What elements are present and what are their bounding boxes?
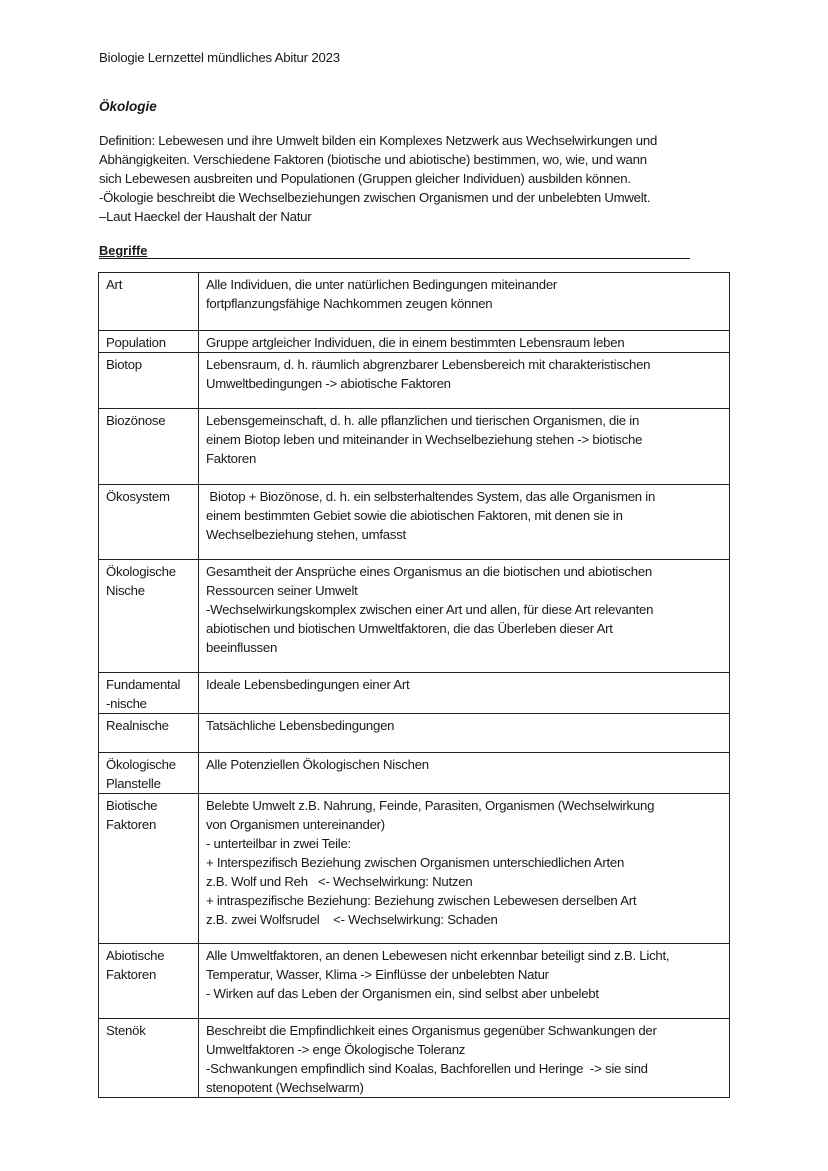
term-row <box>99 794 730 944</box>
definition-line: sich Lebewesen ausbreiten und Populationen (Gruppen gleicher Individuen) ausbilden können. <box>99 171 631 186</box>
term-definition-line: - Wirken auf das Leben der Organismen ein, sind selbst aber unbelebt <box>206 986 599 1001</box>
term-definition-line: stenopotent (Wechselwarm) <box>206 1080 364 1095</box>
term-name-cell <box>99 560 199 673</box>
definition-line: Definition: Lebewesen und ihre Umwelt bilden ein Komplexes Netzwerk aus Wechselwirkungen und <box>99 133 658 148</box>
term-name: Ökologische <box>106 757 176 772</box>
term-name: Ökologische <box>106 564 176 579</box>
term-definition-line: Ressourcen seiner Umwelt <box>206 583 358 598</box>
term-definition-line: + Interspezifisch Beziehung zwischen Organismen unterschiedlichen Arten <box>206 855 625 870</box>
term-definition-line: Umweltfaktoren -> enge Ökologische Toleranz <box>206 1042 466 1057</box>
term-definition-cell <box>199 409 730 485</box>
term-name: Faktoren <box>106 817 157 832</box>
term-definition-cell <box>199 353 730 409</box>
term-definition-line: Alle Umweltfaktoren, an denen Lebewesen nicht erkennbar beteiligt sind z.B. Licht, <box>206 948 670 963</box>
term-name: Population <box>106 335 166 350</box>
term-name: Biotische <box>106 798 158 813</box>
term-definition-cell <box>199 753 730 794</box>
term-name: Abiotische <box>106 948 165 963</box>
term-name: Ökosystem <box>106 489 170 504</box>
term-definition-line: Faktoren <box>206 451 257 466</box>
term-name-cell <box>99 714 199 753</box>
term-definition-line: fortpflanzungsfähige Nachkommen zeugen können <box>206 296 493 311</box>
term-name: Faktoren <box>106 967 157 982</box>
term-name: Biotop <box>106 357 142 372</box>
term-name-cell <box>99 485 199 560</box>
term-definition-line: -Wechselwirkungskomplex zwischen einer Art und allen, für diese Art relevanten <box>206 602 654 617</box>
term-definition-line: abiotischen und biotischen Umweltfaktoren, die das Überleben dieser Art <box>206 621 613 636</box>
term-row <box>99 1019 730 1098</box>
definition-line: –Laut Haeckel der Haushalt der Natur <box>99 209 312 224</box>
term-row <box>99 409 730 485</box>
term-definition-line: Gruppe artgleicher Individuen, die in einem bestimmten Lebensraum leben <box>206 335 625 350</box>
term-name-cell <box>99 331 199 353</box>
term-definition-cell <box>199 273 730 331</box>
term-definition-line: Belebte Umwelt z.B. Nahrung, Feinde, Parasiten, Organismen (Wechselwirkung <box>206 798 655 813</box>
term-definition-line: Temperatur, Wasser, Klima -> Einflüsse der unbelebten Natur <box>206 967 549 982</box>
term-name: -nische <box>106 696 147 711</box>
term-definition-cell <box>199 485 730 560</box>
document-header: Biologie Lernzettel mündliches Abitur 2023 <box>99 50 340 65</box>
term-definition-cell <box>199 331 730 353</box>
term-row <box>99 714 730 753</box>
term-row <box>99 560 730 673</box>
term-name-cell <box>99 353 199 409</box>
section-title: Ökologie <box>99 99 157 114</box>
term-definition-line: einem bestimmten Gebiet sowie die abiotischen Faktoren, mit denen sie in <box>206 508 623 523</box>
term-definition-line: Tatsächliche Lebensbedingungen <box>206 718 395 733</box>
definition-line: Abhängigkeiten. Verschiedene Faktoren (biotische und abiotische) bestimmen, wo, wie, und wann <box>99 152 647 167</box>
term-name: Biozönose <box>106 413 166 428</box>
term-row <box>99 331 730 353</box>
term-row <box>99 273 730 331</box>
term-definition-line: -Schwankungen empfindlich sind Koalas, Bachforellen und Heringe -> sie sind <box>206 1061 648 1076</box>
term-definition-cell <box>199 560 730 673</box>
term-definition-line: einem Biotop leben und miteinander in Wechselbeziehung stehen -> biotische <box>206 432 643 447</box>
term-definition-line: Alle Potenziellen Ökologischen Nischen <box>206 757 429 772</box>
term-definition-cell <box>199 794 730 944</box>
definition-paragraph <box>99 131 739 226</box>
term-definition-cell <box>199 1019 730 1098</box>
term-name-cell <box>99 1019 199 1098</box>
terms-heading <box>99 243 690 259</box>
term-name-cell <box>99 753 199 794</box>
term-definition-line: Biotop + Biozönose, d. h. ein selbsterhaltendes System, das alle Organismen in <box>206 489 656 504</box>
term-name-cell <box>99 794 199 944</box>
term-row <box>99 353 730 409</box>
term-definition-line: Alle Individuen, die unter natürlichen Bedingungen miteinander <box>206 277 558 292</box>
term-definition-cell <box>199 714 730 753</box>
term-name-cell <box>99 409 199 485</box>
term-name-cell <box>99 673 199 714</box>
term-definition-line: von Organismen untereinander) <box>206 817 385 832</box>
term-definition-line: z.B. Wolf und Reh <- Wechselwirkung: Nutzen <box>206 874 473 889</box>
term-definition-line: Beschreibt die Empfindlichkeit eines Organismus gegenüber Schwankungen der <box>206 1023 657 1038</box>
term-row <box>99 753 730 794</box>
term-definition-line: Gesamtheit der Ansprüche eines Organismus an die biotischen und abiotischen <box>206 564 653 579</box>
terms-heading-label: Begriffe <box>99 243 148 258</box>
term-definition-line: Ideale Lebensbedingungen einer Art <box>206 677 410 692</box>
definition-line: -Ökologie beschreibt die Wechselbeziehungen zwischen Organismen und der unbelebten Umwelt. <box>99 190 651 205</box>
term-definition-line: + intraspezifische Beziehung: Beziehung zwischen Lebewesen derselben Art <box>206 893 637 908</box>
term-definition-line: beeinflussen <box>206 640 278 655</box>
term-name-cell <box>99 944 199 1019</box>
term-name: Art <box>106 277 123 292</box>
term-definition-line: Umweltbedingungen -> abiotische Faktoren <box>206 376 451 391</box>
term-definition-cell <box>199 673 730 714</box>
term-name-cell <box>99 273 199 331</box>
term-name: Stenök <box>106 1023 146 1038</box>
term-definition-cell <box>199 944 730 1019</box>
term-row <box>99 944 730 1019</box>
terms-table <box>98 272 730 1098</box>
term-definition-line: Lebensraum, d. h. räumlich abgrenzbarer Lebensbereich mit charakteristischen <box>206 357 651 372</box>
term-name: Planstelle <box>106 776 161 791</box>
term-row <box>99 485 730 560</box>
term-definition-line: Wechselbeziehung stehen, umfasst <box>206 527 406 542</box>
term-name: Realnische <box>106 718 169 733</box>
term-name: Nische <box>106 583 145 598</box>
term-definition-line: z.B. zwei Wolfsrudel <- Wechselwirkung: Schaden <box>206 912 498 927</box>
term-row <box>99 673 730 714</box>
term-name: Fundamental <box>106 677 181 692</box>
term-definition-line: Lebensgemeinschaft, d. h. alle pflanzlichen und tierischen Organismen, die in <box>206 413 640 428</box>
term-definition-line: - unterteilbar in zwei Teile: <box>206 836 351 851</box>
